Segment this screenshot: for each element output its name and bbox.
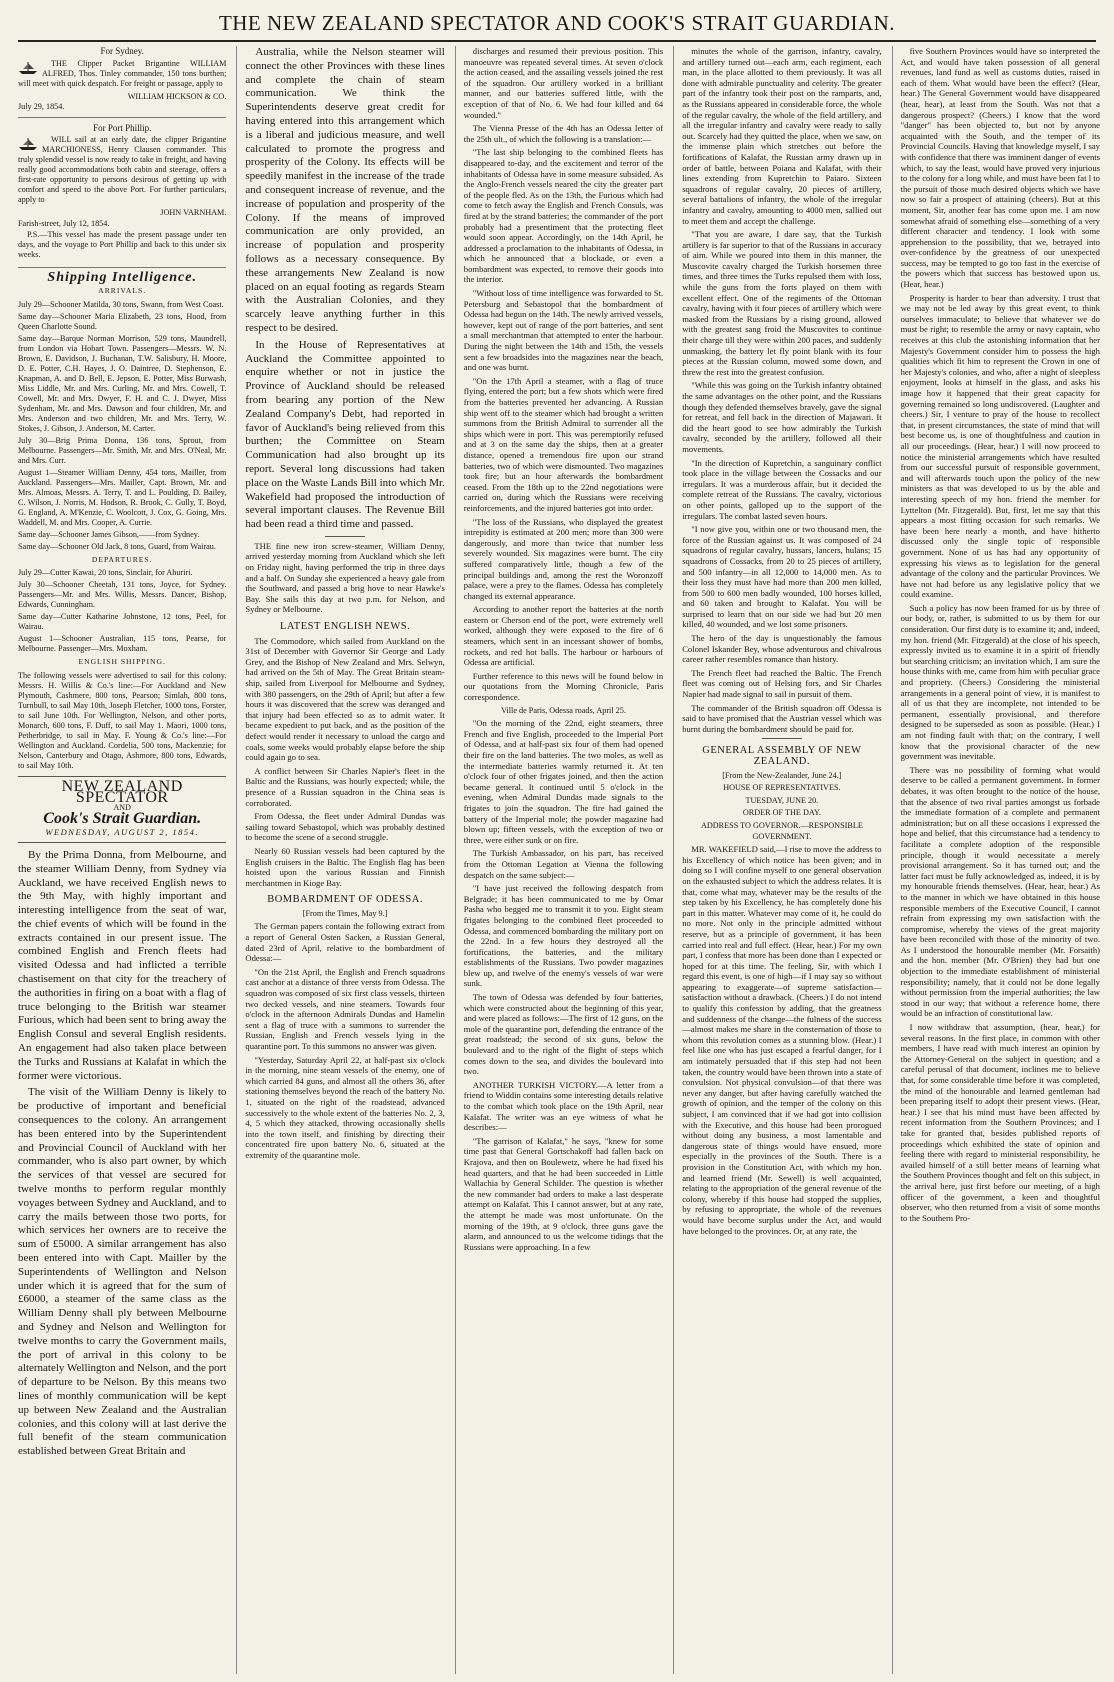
news-paragraph: "In the direction of Kupretchin, a sanguinary conflict took place in the village between the Cossacks and our irregulars. It was a murderous affair, but it decided the complete retreat of the Russians. The cavalry, victorious on other points, galloped up to the support of the irregulars. The combat lasted seven hours. xyxy=(682,457,882,521)
departures-label: DEPARTURES. xyxy=(91,554,153,564)
english-shipping-text: The following vessels were advertised to sail for this colony. Messrs. H. Willis & Co.'s line:—For Auckland and New Plymouth, Cashmere, 800 tons, Pearson; Simlah, 800 tons, Turnbull, to sail May 10th, Joseph Fletcher, 1000 tons, Forster, to sail June 10th. For Wellington, Nelson, and other ports, Monarch, 600 tons, F. Duff, to sail May 1. Maori, 1000 tons, Petherbridge, to sail in May. F. Young & Co.'s line:—For Wellington and Auckland. Cordelia, 500 tons, Mackenzie; for Nelson, Canterbury and Otago, Ashmore, 800 tons, Edwards, to sail May 10th. xyxy=(18,670,227,770)
speech-paragraph: I now withdraw that assumption, (hear, hear,) for several reasons. In the first place, in common with other members, I have read with much interest an opinion by the Attorney-General on the subject in question; and a careful perusal of that document, inclines me to believe that, for some considerable time before it was completed, the mind of the honourable and learned gentleman had been preparing itself to adopt their present views. (Hear, hear.) I see that his mind must have been affected by recent information from the Southern Provinces; and I take for granted that, besides published reports of proceedings which exhibited the state of opinion and feeling there with regard to ministerial responsibility, he availed himself of a still better means of learning what the Southern Provinces thought and felt on this subject, in the arrival here, just first before our meeting, of a high officer of the government, a keen and thoughtful observer, who then returned from a visit of some months to the Southern Pro- xyxy=(900,1022,1100,1223)
assembly-heading: GENERAL ASSEMBLY OF NEW ZEALAND. xyxy=(702,745,862,767)
ship-icon xyxy=(18,137,38,151)
list-item: August 1—Steamer William Denny, 454 tons, Mailler, from Auckland. Passengers—Mrs. Mailler, Capt. Brown, Mr. and Mrs. Almoas, Messrs. A. Terry, T. and L. Poulding, D. Bailey, C. Wilson, J. Norris, M. Hodson, R. Brook, C. Gully, T. Boyd, G. England, A. M'Kenzie, C. Woolcott, J. Cox, G. Going, Mrs. Waddell, M. and Mrs. Cooper, A. Currie. xyxy=(18,467,227,527)
leader-paragraph: In the House of Representatives at Auckland the Committee appointed to enquire whether or not in justice the Province of Auckland should be released from bearing any portion of the New Zealand Company's Debt, had reported in favor of Auckland's being relieved from this burthen; the Committee on Steam Communication had also brought up its report. Several long discussions had taken place on the Waste Lands Bill into which Mr. Wakefield had proposed the introduction of several important clauses. The Revenue Bill had been read a third time and passed. xyxy=(245,338,445,531)
news-paragraph: Nearly 60 Russian vessels had been captured by the English cruisers in the Baltic. The English flag has been hoisted upon the various Russian and Finnish merchantmen in Kioge Bay. xyxy=(245,845,445,888)
ad-heading: For Sydney. xyxy=(100,46,144,56)
leader-article xyxy=(18,849,226,1459)
news-paragraph: "The loss of the Russians, who displayed the greatest intrepidity is estimated at 200 men; more than 300 were dangerously, and more than twice that number less severely wounded. Six magazines were burnt. The city suffered comparatively little, though a few of the principal buildings and, among the rest the Woronzoff palace, were a prey to the flames. Odessa has completely changed its external appearance. xyxy=(463,516,664,601)
divider xyxy=(762,738,802,739)
news-paragraph: "That you are aware, I dare say, that the Turkish artillery is far superior to that of the Russians in accuracy of aim. While we poured into them in this manner, the Muscovite cavalry charged the Turkish horsemen three times, and three times the Turks repulsed them with loss, while the guns from the forts played on them with excellent effect. One of the regiments of the Ottoman cavalry, having with it four pieces of artillery which were masked from the Russians by a rising ground, allowed with the greatest sang froid the Muscovites to continue their charge till they were within 200 paces, and suddenly unmasking, the battery let fly point blank with its four pieces at the Russian column, mowed some down, and threw the rest into the greatest confusion. xyxy=(682,229,882,377)
column-4 xyxy=(673,46,881,1674)
assembly-address: ADDRESS TO GOVERNOR.—RESPONSIBLE GOVERNMENT. xyxy=(700,820,863,841)
masthead xyxy=(18,6,1096,42)
ad-port-phillip xyxy=(18,123,226,268)
list-item: July 29—Schooner Matilda, 30 tons, Swann, from West Coast. xyxy=(18,299,224,309)
ad-signature: JOHN VARNHAM. xyxy=(160,208,227,218)
masthead-title: THE NEW ZEALAND SPECTATOR AND COOK'S STRAIT GUARDIAN. xyxy=(218,11,896,35)
speech-paragraph: There was no possibility of forming what would deserve to be called a permanent government. In former debates, it was often brought to the notice of the house, that the absence of two rival parties amongst us forbade the immediate formation of a complete and permanent administration; but on all these occasions I expressed the hope and belief, that this circumstance had a tendency to facilitate a complete adoption of the responsible principle, though it would necessitate a merely provisional arrangement. So it has turned out; and the latter fact must be fully acknowledged as, indeed, it is by my honourable friends themselves. (Hear, hear, hear.) As to the manner in which we have obtained in this house responsible members of the Executive Council, I cannot refrain from expressing my own satisfaction with the compromise, whereby the views of the great majority have been reconciled with those of the minority of two. As I understood the honourable member (Mr. Forsaith) and the hon. member (Mr. O'Brien) they had but one objection to the immediate establishment of ministerial responsibility; namely, that it could not be done legally without permission from the imperial authorities; the law stood in our way; that without a reference home, there would be an infraction of constitutional law. xyxy=(900,764,1100,1019)
divider xyxy=(325,536,365,537)
news-paragraph: The Commodore, which sailed from Auckland on the 31st of December with Governor Sir George and Lady Grey, and the Bishop of New Zealand and Mrs. Selwyn, had arrived on the 5th of May. The Great Britain steam-ship, sailed from Liverpool for Melbourne and Sydney, with 380 passengers, on the 29th of April; but after a few hours it was discovered that the screw was deranged and that injury had been effected so as to admit water. It became expedient to put back, and as the position of the defect would render it necessary to unload the cargo and coals, some weeks would probably elapse before the ship could again go to sea. xyxy=(245,635,445,763)
list-item: Same day—Schooner Old Jack, 8 tons, Guard, from Wairau. xyxy=(18,541,216,551)
ad-date: July 29, 1854. xyxy=(18,102,65,112)
news-paragraph: The French fleet had reached the Baltic. The French fleet was coming out of Helsing fors, and Sir Charles Napier had made signal to sail in pursuit of them. xyxy=(682,667,882,700)
paper-title-line1: NEW ZEALAND SPECTATOR xyxy=(61,777,183,806)
news-paragraph: "Yesterday, Saturday April 22, at half-past six o'clock in the morning, nine steam vessels of the enemy, one of which carried 84 guns, and almost all the others 36, after stationing themselves beyond the reach of the battery No. 1, situated on the right of the roadstead, advanced successively to the whole extent of the batteries No. 2, 3, 4, 5 which they attacked, throwing occasionally shells into the town itself, and finishing by directing their concentrated fire upon battery No. 6, situated at the extremity of the quarantine mole. xyxy=(245,1054,445,1160)
list-item: July 30—Brig Prima Donna, 136 tons, Sprout, from Melbourne. Passengers—Mr. Smith, Mr. and Mrs. O'Neal, Mr. and Mrs. Curr. xyxy=(18,435,227,465)
speech-paragraph: Such a policy has now been framed for us by three of our body, or, rather, is submitted to us by them for our consideration. Our first duty is to examine it; and, indeed, my hon. friend (Mr. Fitzgerald) at the close of his speech, expressly invited us to examine it in a spirit of friendly but searching criticism; an invitation which, I am sure the house thinks with me, came from him with peculiar grace and propriety. (Cheers.) Considering the ministerial arrangements in a general point of view, it is manifest to all of us that they are incomplete, not intended to be permanent, essentially provisional, and therefore designed to be superseded as soon as possible. (Hear.) I am not finding fault with that; on the contrary, I well know that the provisional character of the new government was inevitable. xyxy=(900,602,1100,762)
ad-body: WILL sail at an early date, the clipper Brigantine MARCHIONESS, Henry Clausen commander. This truly splendid vessel is now ready to take in freight, and having really good accommodations both cabin and steerage, offers a first-rate opportunity to persons desirous of getting up with comfort and speed to the above Port. For further particulars, apply to xyxy=(18,135,227,205)
list-item: Same day—Schooner Maria Elizabeth, 23 tons, Hood, from Queen Charlotte Sound. xyxy=(18,311,227,331)
list-item: July 30—Schooner Cheetah, 131 tons, Joyce, for Sydney. Passengers—Mr. and Mrs. Willis, Messrs. Dancer, Bishop, Edwards, Cunningham. xyxy=(18,580,227,610)
assembly-source: [From the New-Zealander, June 24.] xyxy=(722,770,842,780)
news-paragraph: The Vienna Presse of the 4th has an Odessa letter of the 25th ult., of which the following is a translation:— xyxy=(463,123,664,144)
news-paragraph: The town of Odessa was defended by four batteries, which were constructed about the beginning of this year, and were placed as follows:—The first of 12 guns, on the mole of the quarantine port, defending the entrance of the great roadstead; the second of six guns, below the boulevard and to the right of the flight of steps which comes down to the sea, and divides the boulevard into two. xyxy=(463,992,664,1077)
ad-sydney xyxy=(18,46,226,118)
news-paragraph: The commander of the British squadron off Odessa is said to have promised that the Austrian vessel which was burnt during the bombardment should be paid for. xyxy=(682,702,882,734)
news-paragraph: A conflict between Sir Charles Napier's fleet in the Baltic and the Russians, was hourly expected; while, the presence of a Russian squadron in the China seas is corroborated. xyxy=(245,765,445,808)
shipping-heading: Shipping Intelligence. xyxy=(47,269,197,285)
speech-paragraph: Prosperity is harder to bear than adversity. I trust that we may not be led away by this great event, to think ourselves immaculate; to believe that whatever we do must be right; to resemble the army or navy captain, who receives at this club the astonishing information that her Majesty's Government consider him to possess the high qualities which fit him to represent the Crown in one of her Majesty's colonies, and who, after a night of sleepless enjoyment, looks at himself in the glass, and asks his image how it happened that their great capacity for governing remained so long undiscovered. (Laughter and cheers.) Sir, I venture to pray of the house to recollect that, in present circumstances, the state of mind that will best become us, is one of thoughtfulness and caution in all our proceedings. (Hear, hear.) I will now proceed to notice the ministerial arrangements which have resulted from our successful pursuit of responsible government, and will afterwards touch upon the policy of the new ministers as that was developed to us by the able and interesting speech of my hon. friend the member for Lyttelton (Mr. Fitzgerald). But, first, let me say that this appears a most fitting occasion for such remarks. We have been here nearly a month, and have hitherto discussed only the single topic of responsible government. None of us has had any opportunity of expressing his views as to legislation for the general advantage of the colony and the particular Provinces. We have not had before us any legislative policy that we could examine. xyxy=(900,292,1100,600)
paper-date: WEDNESDAY, AUGUST 2, 1854. xyxy=(45,827,199,838)
assembly-house: HOUSE OF REPRESENTATIVES. xyxy=(723,783,841,793)
dateline: Ville de Paris, Odessa roads, April 25. xyxy=(501,705,626,715)
paper-title-line2: Cook's Strait Guardian. xyxy=(43,809,202,827)
news-paragraph: minutes the whole of the garrison, infantry, cavalry, and artillery turned out—each arm, each regiment, each man, in the place allotted to them previously. It was all done with admirable punctuality and celerity. The greater part of the infantry took their post on the ramparts, and, as the Russians appeared in considerable force, the whole of the regular cavalry, the whole of the field artillery, and all the irregular infantry and cavalry were ready to sally out. Scarcely had they quitted the place, when we saw, on the immense plain which stretches out before the fortifications of Kalafat, the Russian army drawn up in order of battle, between Poiana and Kalafat, with their lines extending from Kupretchin to Paiaro. Sixteen squadrons of regular cavalry, 20 pieces of artillery, several battalions of infantry, the whole of the irregular infantry and cavalry, amounting to 4000 men, sallied out to meet them and accept the challenge. xyxy=(682,46,882,226)
list-item: Same day—Barque Norman Morrison, 529 tons, Maundrell, from London via Hobart Town. Passengers—Messrs. W. N. Brown, E. Davidson, J. Buchanan, T.W. Salisbury, H. Moore, D. E. Potter, C.H. Hayes, J. O. Daintree, D. Stephenson, E. Knapman, A. and D. Bell, E. Jepson, E. Potter, Miss Burwash, Miss Liddle, Mr. and Mrs. Curling, Mr. and Mrs. Cowell, T. Cowell, Mr. and Mrs. Dwyer, F. H. and C. J. Dwyer, Miss Sydenham, Mr. and Mrs. Dawson and four children, Mr. and Mrs. Anderson and two children, Mr. and Mrs. Terry, W. Stokes, J. Gibson, J. Anderson, M. Carter. xyxy=(18,333,227,433)
ship-icon xyxy=(18,61,38,75)
leader-paragraph: The visit of the William Denny is likely to be productive of important and beneficial consequences to the colony. An arrangement has been entered into by the Superintendent and Provincial Council of Auckland with her commander, who is also part owner, by which the services of that vessel are secured for twelve months to perform regular monthly voyages between Sydney and Auckland, and to carry the mails between those two ports, for which services her owners are to receive the sum of £5000. A similar arrangement has also been entered into with Capt. Mailler by the Superintendents of Wellington and Nelson under which it is agreed that for the sum of £6000, a steamer of the same class as the William Denny shall ply between Melbourne and Sydney and Nelson and Wellington for twelve months to carry the Government mails, the port of arrival in this colony to be alternately Wellington and Nelson, and the port of departure to be Nelson. By this means two lines of monthly communication will be kept up between New Zealand and the Australian colonies, and this colony will at last derive the full benefit of the steam communication established between Great Britain and xyxy=(18,1086,227,1458)
steamer-note: THE fine new iron screw-steamer, William Denny, arrived yesterday morning from Auckland which she left on Friday night, having performed the trip in three days and a half. On Sunday she experienced a heavy gale from the Southward, and passed a brig hove to near Hawke's Bay. She sails this day at two p.m. for Nelson, and Sydney or Melbourne. xyxy=(245,540,445,615)
news-paragraph: "While this was going on the Turkish infantry obtained the same advantages on the other point, and the Russians though they defended themselves bravely, gave the signal for retreat, and fell back in the direction of Majawari. It did the heart good to see how admirably the Turkish cavalry, seconded by the artillery, followed all their movements. xyxy=(682,380,882,454)
news-paragraph: "I have just received the following despatch from Belgrade; it has been communicated to me by Omar Pasha who begged me to transmit it to you. Eight steam frigates belonging to the combined fleet proceeded to Odessa, and commenced bombarding the military port on the 22nd. In a few hours they destroyed all the fortifications, the batteries, and the military establishments of the Russians. Two powder magazines blew up, and twelve of the enemy's vessels of war were sunk. xyxy=(463,883,664,989)
news-paragraph: "On the 17th April a steamer, with a flag of truce flying, entered the port; but a few shots which were fired from the batteries prevented her advancing. A Russian ship went off to the steamer which had brought a written summons from the British Admiral to surrender all the ships which were in port. This was peremptorily refused and at 3 on the same day the ships, then at a greater distance, opened a tremendous fire upon our strand batteries, two of which were dismounted. Two magazines took fire; but an hour afterwards the bombardment ceased. From the 18th up to the 22nd negotiations were carried on, during which the Russians were receiving reinforcements, and the injured batteries got into order. xyxy=(463,375,664,513)
list-item: Same day—Schooner James Gibson,——from Sydney. xyxy=(18,529,200,539)
news-paragraph: From Odessa, the fleet under Admiral Dundas was sailing toward Sebastopol, which was probably destined to become the scene of a second struggle. xyxy=(245,811,445,843)
arrivals-list xyxy=(18,300,226,552)
assembly-date: TUESDAY, JUNE 20. xyxy=(745,795,819,805)
ad-body: THE Clipper Packet Brigantine WILLIAM ALFRED, Thos. Tinley commander, 150 tons burthen; will meet with quick despatch. For freight or passage, apply to xyxy=(18,58,227,88)
page-columns xyxy=(18,46,1100,1674)
column-3 xyxy=(455,46,663,1674)
paper-title-and: AND xyxy=(113,803,131,813)
list-item: Same day—Cutter Katharine Johnstone, 12 tons, Peel, for Wairau. xyxy=(18,612,227,632)
news-paragraph: discharges and resumed their previous position. This manoeuvre was repeated several times. At seven o'clock the action ceased, and the assailing vessels joined the rest of the squadron. Our artillery worked in a brilliant manner, and our batteries suffered little, with the exception of that of No. 6. We had four killed and 64 wounded." xyxy=(463,46,664,120)
news-paragraph: The Turkish Ambassador, on his part, has received from the Ottoman Legation at Vienna the following despatch on the same subject:— xyxy=(463,848,664,880)
news-paragraph: "On the 21st April, the English and French squadrons cast anchor at a distance of three versts from Odessa. The squadron was composed of six first class vessels, thirteen two decked vessels, and nine steamers. Towards four o'clock in the afternoon Admirals Dundas and Hamelin sent a flag of truce with a summons to surrender the Russian, English and French vessels lying in the quarantine port. To this summons no answer was given. xyxy=(245,966,445,1052)
column-5 xyxy=(892,46,1100,1674)
bombardment-heading: BOMBARDMENT OF ODESSA. xyxy=(267,894,423,906)
news-paragraph: "The garrison of Kalafat," he says, "knew for some time past that General Gortschakoff had fallen back on Krajova, and then on Boulewetz, where he had fixed his head quarters, and that he had been succeeded in Little Wallachia by General Schilder. The question is whether the new commander had orders to make a last desperate attempt on Kalafat. This I cannot answer, but at any rate, the attempt he made was most unfortunate. On the morning of the 19th, at 9 o'clock, three guns gave the alarm, and announced to us the welcome tidings that the Russians were approaching. In a few xyxy=(463,1135,664,1252)
news-paragraph: "The last ship belonging to the combined fleets has disappeared to-day, and the excitement and terror of the inhabitants of Odessa have in some measure subsided. As the Anglo-French vessels neared the city the greater part of the people fled. As on the 13th, the Furious which had come to fetch away the English and French Consuls, was fired at by the strand batteries; the commander of the port probably had a presentiment that the protecting fleet would soon appear. Accordingly, on the 14th April, he addressed a proclamation to the inhabitants of Odessa, in which he announced that a blockade, or even a bombardment was expected, to remove their goods into the interior. xyxy=(463,147,664,285)
news-heading: LATEST ENGLISH NEWS. xyxy=(279,621,411,633)
ad-heading: For Port Phillip. xyxy=(93,122,152,133)
ad-signature: WILLIAM HICKSON & CO. xyxy=(127,91,227,101)
news-paragraph: "I now give you, within one or two thousand men, the force of the Russian against us. It was composed of 24 squadrons of regular cavalry, hussars, lancers, hulans; 15 squadrons of Cossacks, from 20 to 25 pieces of artillery, and 500 infantry—in all 12,000 to 14,000 men. As to their loss they must have had more than 200 men killed, from 500 to 600 men badly wounded, 100 horses killed, and 60 taken and brought to Kalafat. You will be surprised to learn that on our side we had but 20 men killed, 40 wounded, and we lost some prisoners. xyxy=(682,524,882,630)
departures-list xyxy=(18,568,226,654)
news-paragraph: ANOTHER TURKISH VICTORY.—A letter from a friend to Widdin contains some interesting details relative to the combat which took place on the 19th April, near Kalafat. The writer was an eye witness of what he describes:— xyxy=(463,1079,664,1133)
column-1 xyxy=(18,46,226,1674)
list-item: July 29—Cutter Kawai, 20 tons, Sinclair, for Ahuriri. xyxy=(18,568,193,578)
speech-paragraph: five Southern Provinces would have so interpreted the Act, and would have taken possession of all general revenues, land fund as well as customs duties, raised in each of them. What would have been the effect? (Hear, hear.) The General Government would have disappeared (hear, hear), at least from the South. Was not that a dangerous prospect? (Cheers.) I know that the word "danger" has been objected to, but not by anyone acquainted with the South, and the temper of its Provincial Councils. Having that knowledge myself, I say with confidence that there was imminent danger of events which, to say the least, would have proved very injurious to the colony for a long while, and must have been fat l to the pursuit of those much desired objects which we have now so fair a prospect of attaining (cheers). But at this moment, Sir, another fear has come upon me. I am now somewhat afraid of something else—something of a very different character and tendency. I look with some apprehension to the possibility, that we, betrayed into over-confidence by the greatness of our unexpected success, may be tempted to go too fast in the exercise of the powers which that success has bestowed upon us. (Hear, hear.) xyxy=(900,46,1100,290)
speech-paragraph: MR. WAKEFIELD said,—I rise to move the address to his Excellency of which notice has been given; and in doing so I will confine myself to one general observation on the exhausted subject to which the address relates. It is that, come what may, whatever may be the results of the step taken by his Excellency, he has completely done his part in this matter. Whatever may come of it, he could do no more. Not only in the principle admitted without reserve, but as a principle of government, it has been carried into real and full effect. (Hear, hear.) For my own part, I confess that more has been done than I expected or hoped for at this time. The feeling, Sir, with which I regard this event, is one of high—if I may say so without appearing to exaggerate—of supreme satisfaction—satisfaction without a drawback. (Cheers.) I do not intend to qualify this confession by adding, that the greatness and suddenness of the change—the fulness of the success—almost makes me share in the consternation of those to whom this revolution comes as a stunning blow. (Hear.) I feel like one who has just escaped a fearful danger, for I am intimately persuaded that if this step had not been taken, the country would have been thrown into a state of convulsion. Not physical convulsion—of that there was never any danger, but after having carefully watched the growth of opinion, and the temper of the colony on this subject, I am convinced that if we had got into collision with the Executive, and this house had been prorogued without doing any business, a most lamentable and dangerous state of things would have ensued, more especially in the provinces of the South. There is a provision in the Constitution Act, with which my hon. and learned friend (Mr. Sewell) is well acquainted, relating to the appropriation of the general revenue of the colony, whereby if this house had stopped the supplies, by refusing to appropriate, the whole of the revenues would have become surplus under the Act, and would have belonged to the provinces. Or, at any rate, the xyxy=(682,844,882,1236)
arrivals-label: ARRIVALS. xyxy=(98,286,147,296)
leader-paragraph: By the Prima Donna, from Melbourne, and the steamer William Denny, from Sydney via Auckland, we have received English news to the 9th May, with highly important and interesting intelligence from the seat of war, the chief events of which will be found in the extracts contained in our present issue. The combined English and French fleets had visited Odessa and had inflicted a terrible chastisement on that city for the treachery of the authorities in firing on a boat with a flag of truce belonging to the British war steamer Furious, which had been sent to bring away the English Consul and several English residents. An engagement had also taken place between the Turks and Russians at Kalafat in which the former were victorious. xyxy=(18,848,227,1082)
news-paragraph: Further reference to this news will be found below in our quotations from the Morning Chronicle, Paris correspondence. xyxy=(463,670,664,703)
news-paragraph: According to another report the batteries at the north eastern or Cherson end of the port, were extremely well worked, although they were exposed to the fire of 6 steamers, which sent in an incessant shower of bombs, rockets, and red hot balls. The harbour or harbours of Odessa are artificial. xyxy=(463,604,664,668)
english-shipping-label: ENGLISH SHIPPING. xyxy=(78,657,166,667)
leader-paragraph: Australia, while the Nelson steamer will connect the other Provinces with these lines and complete the chain of steam communication. We think the Superintendents deserve great credit for having entered into this arrangement which is a liberal and judicious measure, and well calculated to promote the progress and prosperity of the Colony. Its effects will be speedily manifest in the increase of the trade and consequent increase of revenue, and the increase of population and prosperity of the Colony. If the means of improved communication are only provided, an increase of population and prosperity follows as a necessary consequence. By these arrangements New Zealand is now placed on an equal footing as regards Steam with the Australian Colonies, and they scarcely leave anything further in this respect to be desired. xyxy=(245,46,445,334)
news-paragraph: The German papers contain the following extract from a report of General Osten Sacken, a Russian General, dated 23rd of April, relative to the bombardment of Odessa:— xyxy=(245,921,445,964)
news-paragraph: The hero of the day is unquestionably the famous Colonel Iskander Bey, whose adventurous and chivalrous career rather resembles romance than history. xyxy=(682,633,882,665)
ad-date: Farish-street, July 12, 1854. xyxy=(18,218,110,228)
column-2 xyxy=(236,46,444,1674)
ad-postscript: P.S.—This vessel has made the present passage under ten days, and the voyage to Port Phillip and back to this under six weeks. xyxy=(18,229,227,259)
list-item: August 1—Schooner Australian, 115 tons, Pearse, for Melbourne. Passenger—Mrs. Moxham. xyxy=(18,634,227,654)
leader-continuation xyxy=(245,46,444,532)
bombardment-source: [From the Times, May 9.] xyxy=(302,908,388,918)
paper-title xyxy=(18,776,226,843)
assembly-order: ORDER OF THE DAY. xyxy=(742,808,821,818)
news-paragraph: "Without loss of time intelligence was forwarded to St. Petersburg and Sebastopol that the bombardment of Odessa had begun on the 14th. The newly arrived vessels, however, kept out of range of the port batteries, and sent a small merchantman that attempted to enter the harbour. During the night between the 14th and 15th, the vessels sent a few broadsides into the magazines near the beach, and one was burnt. xyxy=(463,288,664,373)
news-paragraph: "On the morning of the 22nd, eight steamers, three French and five English, proceeded to the Imperial Port of Odessa, and at half-past six four of them had opened their fire on the land batteries. The two moles, as well as the intermediate batteries warmly returned it. At ten o'clock four of other frigates joined, and then the action became general. It continued until 5 o'clock in the evening, when Admiral Dundas made signals to the frigates to join the squadron. The fire had gained the battery of the Imperial mole; the powder magazine had blown up; fifteen vessels, with the exception of two or three, were either sunk or on fire. xyxy=(463,718,664,845)
